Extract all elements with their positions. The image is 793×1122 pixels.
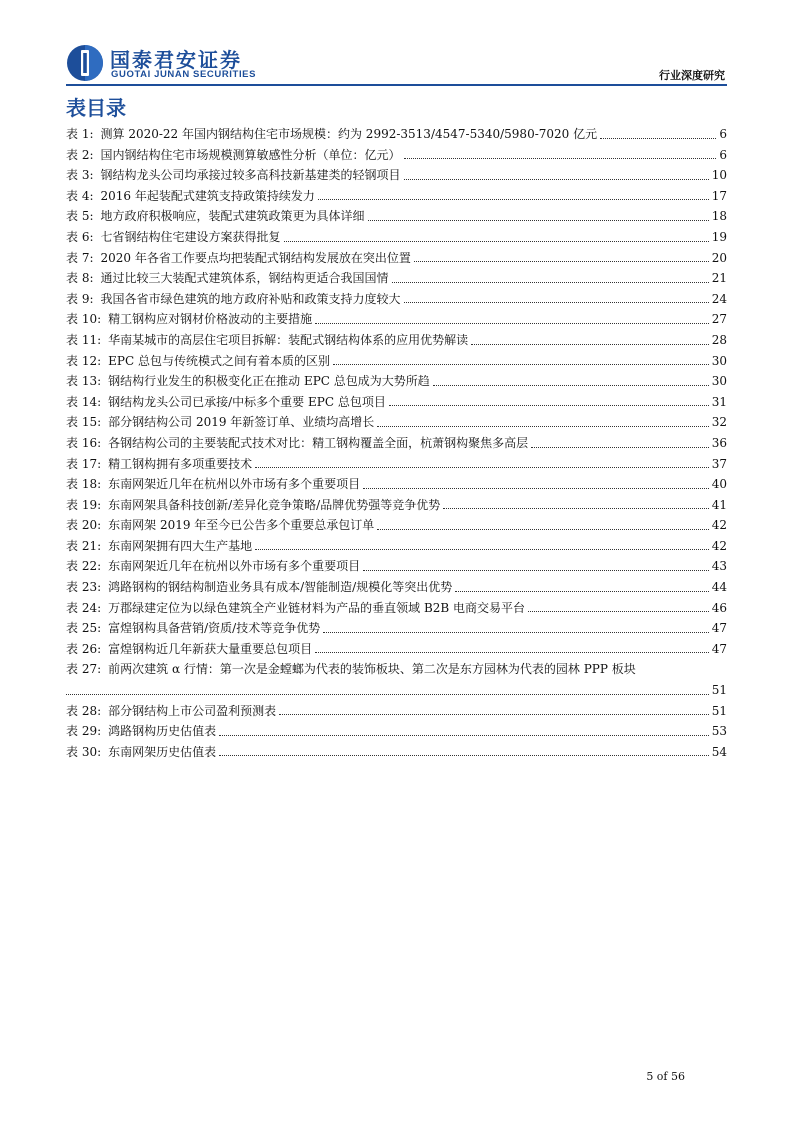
toc-entry[interactable] xyxy=(66,165,727,186)
toc-entry-number: 表 28: xyxy=(66,703,102,718)
toc-entry[interactable] xyxy=(66,515,727,536)
toc-leader-dots xyxy=(455,591,708,592)
report-type: 行业深度研究 xyxy=(659,69,725,82)
toc-entry-title: 国内钢结构住宅市场规模测算敏感性分析（单位：亿元） xyxy=(100,147,401,162)
toc-leader-dots xyxy=(368,220,709,221)
toc-leader-dots xyxy=(315,323,709,324)
toc-entry-page: 21 xyxy=(711,271,727,286)
toc-entry[interactable] xyxy=(66,598,727,619)
toc-entry-number: 表 13: xyxy=(66,374,102,389)
brand-name-cn: 国泰君安证券 xyxy=(110,48,242,72)
toc-entry[interactable] xyxy=(66,289,727,310)
toc-entry-page: 30 xyxy=(711,353,727,368)
toc-entry-title: 部分钢结构上市公司盈利预测表 xyxy=(108,703,277,718)
toc-entry-page: 32 xyxy=(711,415,727,430)
toc-leader-dots xyxy=(389,405,709,406)
toc-entry-number: 表 4: xyxy=(66,188,94,203)
toc-leader-dots xyxy=(404,158,717,159)
toc-entry-page: 54 xyxy=(711,744,727,759)
brand-name-en: GUOTAI JUNAN SECURITIES xyxy=(111,69,257,80)
toc-title: 表目录 xyxy=(66,96,126,120)
toc-entry-page: 46 xyxy=(711,600,727,615)
toc-entry[interactable] xyxy=(66,248,727,269)
toc-entry-page: 24 xyxy=(711,291,727,306)
toc-leader-dots xyxy=(600,138,716,139)
toc-entry-number: 表 29: xyxy=(66,724,102,739)
toc-entry[interactable] xyxy=(66,412,727,433)
toc-entry-title: 钢结构龙头公司均承接过较多高科技新基建类的轻钢项目 xyxy=(100,168,401,183)
toc-entry[interactable] xyxy=(66,536,727,557)
page-header xyxy=(0,0,793,90)
toc-entry-title: 部分钢结构公司 2019 年新签订单、业绩均高增长 xyxy=(108,415,375,430)
toc-entry-number: 表 27: xyxy=(66,662,102,677)
toc-entry-number: 表 10: xyxy=(66,312,102,327)
toc-entry[interactable] xyxy=(66,474,727,495)
toc-leader-dots xyxy=(279,714,709,715)
toc-leader-dots xyxy=(323,632,708,633)
toc-leader-dots xyxy=(443,508,708,509)
toc-entry-number: 表 1: xyxy=(66,127,94,141)
toc-entry-title: 华南某城市的高层住宅项目拆解：装配式钢结构体系的应用优势解读 xyxy=(108,332,469,347)
toc-entry[interactable] xyxy=(66,124,727,145)
toc-entry-title: 前两次建筑 α 行情：第一次是金螳螂为代表的装饰板块、第二次是东方园林为代表的园林 PPP 板块 xyxy=(108,662,636,677)
toc-leader-dots xyxy=(219,735,709,736)
toc-leader-dots xyxy=(377,529,708,530)
toc-entry-page: 31 xyxy=(711,394,727,409)
toc-entry-title: 通过比较三大装配式建筑体系，钢结构更适合我国国情 xyxy=(100,271,389,286)
toc-entry-title: EPC 总包与传统模式之间有着本质的区别 xyxy=(108,353,330,368)
toc-entry-number: 表 25: xyxy=(66,621,102,636)
toc-entry[interactable] xyxy=(66,454,727,475)
toc-entry-number: 表 18: xyxy=(66,477,102,492)
toc-entry-title: 地方政府积极响应，装配式建筑政策更为具体详细 xyxy=(100,209,365,224)
toc-entry-title: 各钢结构公司的主要装配式技术对比：精工钢构覆盖全面，杭萧钢构聚焦多高层 xyxy=(108,435,529,450)
toc-entry-page: 27 xyxy=(711,312,727,327)
toc-entry-number: 表 2: xyxy=(66,147,94,162)
toc-entry[interactable] xyxy=(66,371,727,392)
toc-entry-number: 表 7: xyxy=(66,250,94,265)
toc-entry-title: 钢结构龙头公司已承接/中标多个重要 EPC 总包项目 xyxy=(108,394,386,409)
toc-entry[interactable] xyxy=(66,659,727,700)
toc-entry[interactable] xyxy=(66,309,727,330)
toc-leader-dots xyxy=(363,570,709,571)
toc-entry-title: 钢结构行业发生的积极变化正在推动 EPC 总包成为大势所趋 xyxy=(108,374,430,389)
toc-entry-number: 表 20: xyxy=(66,518,102,533)
toc-entry-number: 表 12: xyxy=(66,353,102,368)
toc-entry-title: 2016 年起装配式建筑支持政策持续发力 xyxy=(100,188,315,203)
toc-entry-number: 表 24: xyxy=(66,600,102,615)
toc-entry-title: 东南网架近几年在杭州以外市场有多个重要项目 xyxy=(108,559,361,574)
toc-entry-number: 表 30: xyxy=(66,744,102,759)
toc-entry-title: 精工钢构拥有多项重要技术 xyxy=(108,456,253,471)
toc-entry[interactable] xyxy=(66,392,727,413)
toc-entry-page: 36 xyxy=(711,435,727,450)
toc-entry[interactable] xyxy=(66,618,727,639)
toc-entry[interactable] xyxy=(66,556,727,577)
toc-entry-page: 20 xyxy=(711,250,727,265)
toc-leader-dots xyxy=(255,467,709,468)
toc-entry-page: 6 xyxy=(719,147,727,162)
toc-entry-page: 47 xyxy=(711,621,727,636)
page-number: 5 of 56 xyxy=(646,1070,685,1083)
toc-entry-page: 44 xyxy=(711,580,727,595)
toc-leader-dots xyxy=(471,344,709,345)
toc-entry-title: 鸿路钢构的钢结构制造业务具有成本/智能制造/规模化等突出优势 xyxy=(108,580,453,595)
toc-entry-number: 表 15: xyxy=(66,415,102,430)
toc-entry-page: 51 xyxy=(711,703,727,718)
toc-entry-title: 东南网架近几年在杭州以外市场有多个重要项目 xyxy=(108,477,361,492)
toc-entry-number: 表 26: xyxy=(66,641,102,656)
toc-entry-page: 18 xyxy=(711,209,727,224)
toc-entry-page: 47 xyxy=(711,641,727,656)
toc-entry[interactable] xyxy=(66,433,727,454)
toc-entry-number: 表 11: xyxy=(66,332,102,347)
toc-entry-page: 41 xyxy=(711,497,727,512)
toc-entry-number: 表 23: xyxy=(66,580,102,595)
toc-entry-number: 表 14: xyxy=(66,394,102,409)
toc-leader-dots xyxy=(284,241,709,242)
toc-entry-page: 42 xyxy=(711,518,727,533)
toc-entry-title: 2020 年各省工作要点均把装配式钢结构发展放在突出位置 xyxy=(100,250,411,265)
toc-entry-title: 富煌钢构近几年新获大量重要总包项目 xyxy=(108,641,313,656)
toc-entry[interactable] xyxy=(66,330,727,351)
toc-entry[interactable] xyxy=(66,206,727,227)
toc-entry-title: 富煌钢构具备营销/资质/技术等竞争优势 xyxy=(108,621,321,636)
toc-entry[interactable] xyxy=(66,186,727,207)
toc-entry-number: 表 6: xyxy=(66,229,94,244)
toc-entry-number: 表 16: xyxy=(66,435,102,450)
toc-entry-page: 51 xyxy=(711,683,727,698)
toc-entry-title: 测算 2020-22 年国内钢结构住宅市场规模：约为 2992-3513/4547-5340/5980-7020 亿元 xyxy=(100,127,598,141)
toc-leader-dots xyxy=(219,755,709,756)
toc-entry-title: 东南网架 2019 年至今已公告多个重要总承包订单 xyxy=(108,518,375,533)
toc-leader-dots xyxy=(392,282,709,283)
toc-leader-dots xyxy=(255,549,709,550)
toc-entry-title: 万郡绿建定位为以绿色建筑全产业链材料为产品的垂直领域 B2B 电商交易平台 xyxy=(108,600,526,615)
toc-entry-number: 表 5: xyxy=(66,209,94,224)
toc-entry-number: 表 17: xyxy=(66,456,102,471)
toc-leader-dots xyxy=(404,302,709,303)
toc-leader-dots xyxy=(414,261,709,262)
toc-leader-dots xyxy=(528,611,709,612)
toc-entry-title: 鸿路钢构历史估值表 xyxy=(108,724,217,739)
toc-entry-page: 43 xyxy=(711,559,727,574)
toc-entry[interactable] xyxy=(66,742,727,763)
toc-entry-number: 表 9: xyxy=(66,291,94,306)
toc-entry-page: 6 xyxy=(719,127,727,141)
toc-entry-title: 东南网架具备科技创新/差异化竞争策略/品牌优势强等竞争优势 xyxy=(108,497,441,512)
toc-leader-dots xyxy=(433,385,709,386)
toc-leader-dots xyxy=(333,364,709,365)
toc-entry[interactable] xyxy=(66,701,727,722)
toc-entry-title: 我国各省市绿色建筑的地方政府补贴和政策支持力度较大 xyxy=(100,291,401,306)
toc-entry[interactable] xyxy=(66,268,727,289)
toc-leader-dots xyxy=(66,694,709,695)
toc-entry[interactable] xyxy=(66,639,727,660)
toc-entry-number: 表 3: xyxy=(66,168,94,183)
toc-entry-title: 七省钢结构住宅建设方案获得批复 xyxy=(100,229,281,244)
toc-entry-page: 53 xyxy=(711,724,727,739)
toc-entry-number: 表 8: xyxy=(66,271,94,286)
toc-entry-page: 37 xyxy=(711,456,727,471)
toc-entry[interactable] xyxy=(66,577,727,598)
toc-list xyxy=(66,124,727,762)
header-divider xyxy=(66,84,727,86)
gtja-logo-icon xyxy=(66,44,104,82)
toc-entry-number: 表 21: xyxy=(66,538,102,553)
toc-leader-dots xyxy=(363,488,709,489)
toc-entry-title: 精工钢构应对钢材价格波动的主要措施 xyxy=(108,312,313,327)
toc-leader-dots xyxy=(531,447,709,448)
toc-entry[interactable] xyxy=(66,227,727,248)
toc-entry-page: 40 xyxy=(711,477,727,492)
toc-entry-page: 30 xyxy=(711,374,727,389)
toc-leader-dots xyxy=(318,199,709,200)
toc-entry-page: 17 xyxy=(711,188,727,203)
toc-entry-page: 28 xyxy=(711,332,727,347)
toc-entry-page: 19 xyxy=(711,229,727,244)
toc-entry[interactable] xyxy=(66,495,727,516)
toc-entry-number: 表 19: xyxy=(66,497,102,512)
toc-leader-dots xyxy=(315,652,709,653)
toc-leader-dots xyxy=(377,426,708,427)
toc-entry[interactable] xyxy=(66,721,727,742)
toc-entry-number: 表 22: xyxy=(66,559,102,574)
toc-entry[interactable] xyxy=(66,351,727,372)
toc-entry-title: 东南网架历史估值表 xyxy=(108,744,217,759)
toc-leader-dots xyxy=(404,179,709,180)
toc-entry-page: 42 xyxy=(711,538,727,553)
toc-entry[interactable] xyxy=(66,145,727,166)
toc-entry-page: 10 xyxy=(711,168,727,183)
toc-entry-title: 东南网架拥有四大生产基地 xyxy=(108,538,253,553)
